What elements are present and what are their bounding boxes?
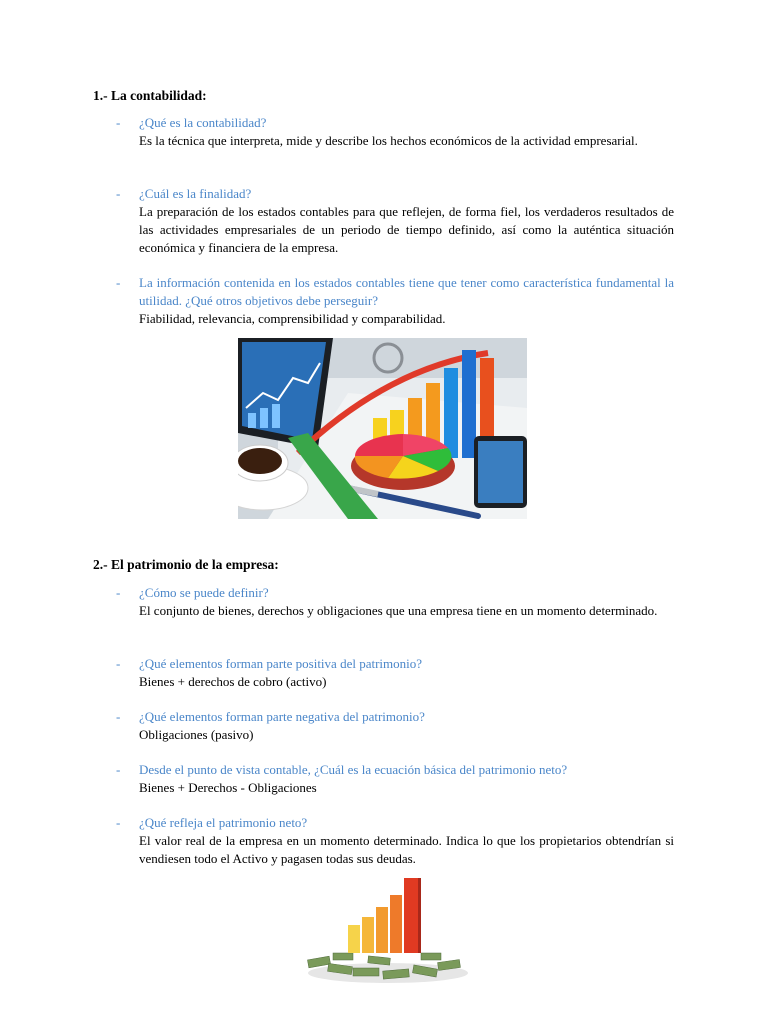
section-1-heading: 1.- La contabilidad: bbox=[93, 88, 207, 103]
list-dash: - bbox=[116, 186, 121, 201]
question-text: La información contenida en los estados contables tiene que tener como característica fundamental la utilidad. ¿Qué otros objetivos debe perseguir? bbox=[139, 275, 674, 308]
list-dash: - bbox=[116, 815, 121, 830]
answer-text: Fiabilidad, relevancia, comprensibilidad y comparabilidad. bbox=[139, 311, 446, 326]
list-dash: - bbox=[116, 115, 121, 130]
list-item bbox=[93, 761, 674, 797]
list-item bbox=[93, 814, 674, 868]
list-item bbox=[93, 708, 674, 744]
list-dash: - bbox=[116, 275, 121, 290]
question-text: Desde el punto de vista contable, ¿Cuál es la ecuación básica del patrimonio neto? bbox=[139, 762, 568, 777]
question-text: ¿Qué refleja el patrimonio neto? bbox=[139, 815, 308, 830]
answer-text: Es la técnica que interpreta, mide y describe los hechos económicos de la actividad empresarial. bbox=[139, 133, 638, 148]
question-text: ¿Qué elementos forman parte negativa del patrimonio? bbox=[139, 709, 425, 724]
list-dash: - bbox=[116, 656, 121, 671]
answer-text: El valor real de la empresa en un momento determinado. Indica lo que los propietarios obtendrían si vendiesen todo el Activo y pagasen todas sus deudas. bbox=[139, 833, 674, 866]
business-charts-image bbox=[238, 338, 527, 519]
answer-text: Bienes + Derechos - Obligaciones bbox=[139, 780, 317, 795]
list-item bbox=[93, 655, 674, 691]
list-item bbox=[93, 114, 674, 150]
list-dash: - bbox=[116, 762, 121, 777]
answer-text: La preparación de los estados contables para que reflejen, de forma fiel, los verdaderos resultados de las actividades empresariales de un periodo de tiempo definido, así como la auténtica situación económica y financiera de la empresa. bbox=[139, 204, 674, 255]
list-item bbox=[93, 185, 674, 257]
question-text: ¿Cómo se puede definir? bbox=[139, 585, 269, 600]
answer-text: Bienes + derechos de cobro (activo) bbox=[139, 674, 327, 689]
list-dash: - bbox=[116, 709, 121, 724]
question-text: ¿Qué elementos forman parte positiva del patrimonio? bbox=[139, 656, 423, 671]
money-growth-chart-image bbox=[293, 873, 475, 985]
answer-text: Obligaciones (pasivo) bbox=[139, 727, 254, 742]
section-2-heading: 2.- El patrimonio de la empresa: bbox=[93, 557, 279, 572]
question-text: ¿Cuál es la finalidad? bbox=[139, 186, 252, 201]
list-item bbox=[93, 274, 674, 328]
question-text: ¿Qué es la contabilidad? bbox=[139, 115, 267, 130]
answer-text: El conjunto de bienes, derechos y obligaciones que una empresa tiene en un momento determinado. bbox=[139, 603, 658, 618]
list-item bbox=[93, 584, 674, 620]
list-dash: - bbox=[116, 585, 121, 600]
